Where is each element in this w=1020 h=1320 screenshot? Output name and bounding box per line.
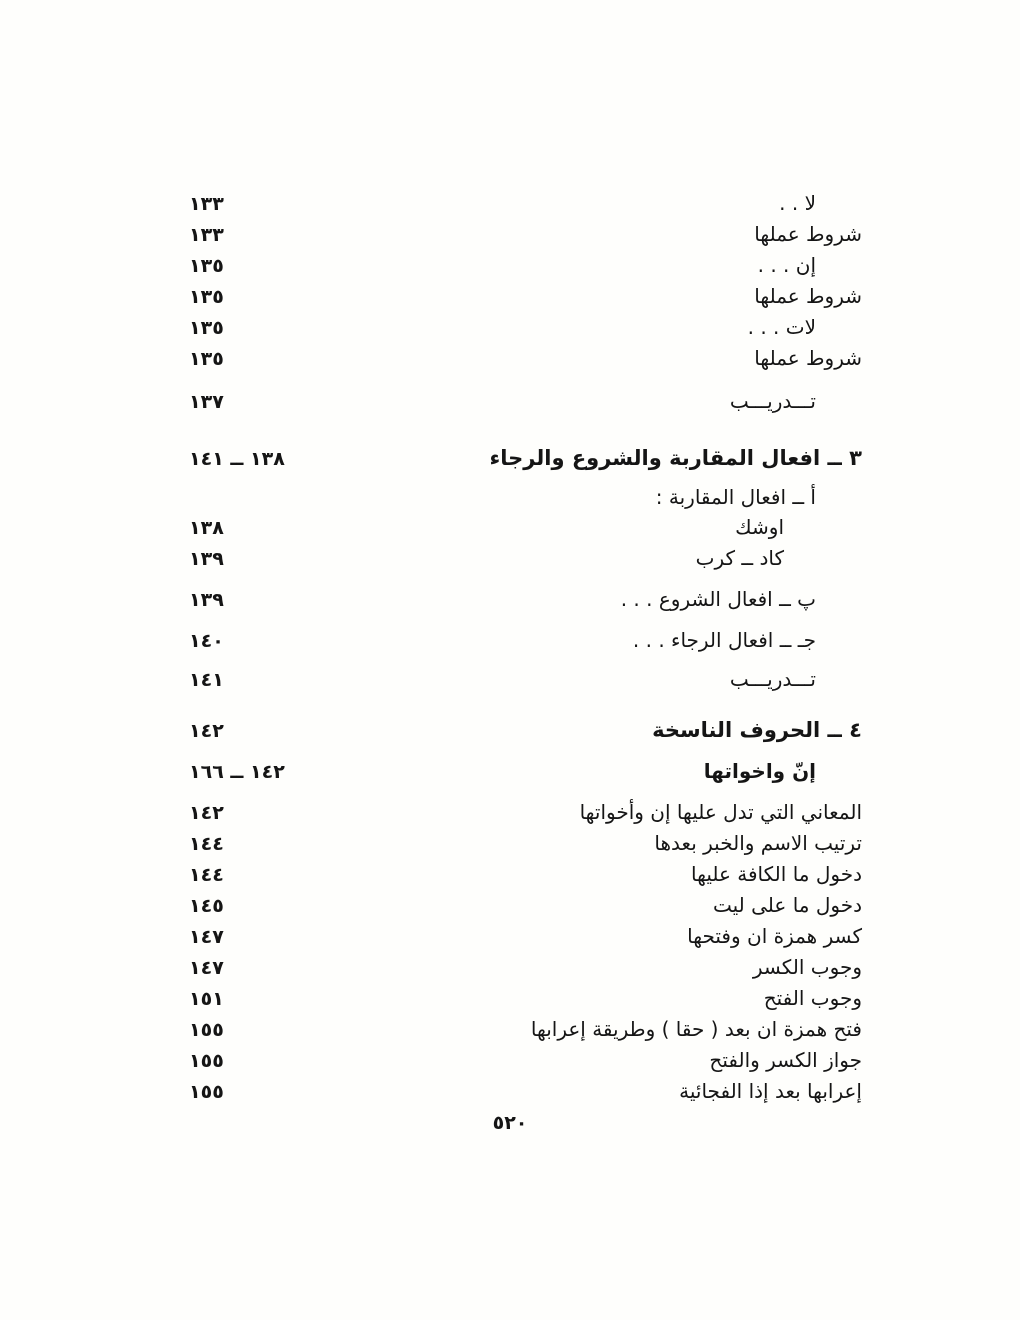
toc-row	[165, 952, 862, 983]
section-title: ٣ ــ افعال المقاربة والشروع والرجاء	[489, 446, 862, 470]
page-number: ١٥٥	[189, 1081, 224, 1103]
entry-text: شروط عملها	[754, 284, 862, 308]
toc-section-header	[165, 443, 862, 474]
toc-row	[165, 890, 862, 921]
entry-text: المعاني التي تدل عليها إن وأخواتها	[579, 800, 862, 824]
toc-section-header	[165, 715, 862, 746]
toc-row	[165, 219, 862, 250]
page-number: ١٤٤	[189, 864, 224, 886]
toc-row	[165, 625, 862, 656]
page-number: ١٣٥	[189, 317, 224, 339]
page-number: ١٤٢	[189, 720, 224, 742]
page-number: ١٣٧	[189, 391, 224, 413]
page-number: ١٤٧	[189, 926, 224, 948]
toc-row	[165, 482, 862, 512]
toc-row-exercise	[165, 664, 862, 695]
entry-text: كسر همزة ان وفتحها	[687, 924, 862, 948]
page-number: ١٣٣	[189, 193, 224, 215]
page-number: ١٤٥	[189, 895, 224, 917]
entry-text: پ ــ افعال الشروع . . .	[620, 587, 816, 611]
page-number: ١٣٥	[189, 255, 224, 277]
entry-text: فتح همزة ان بعد ( حقا ) وطريقة إعرابها	[530, 1017, 862, 1041]
page-number: ١٤٤	[189, 833, 224, 855]
entry-text: وجوب الكسر	[752, 955, 862, 979]
toc-row	[165, 281, 862, 312]
toc-subsection-header	[165, 756, 862, 787]
page-number: ١٣٩	[189, 548, 224, 570]
toc-row	[165, 1045, 862, 1076]
page-number: ١٤١	[189, 669, 224, 691]
entry-text: إن . . .	[757, 253, 816, 277]
toc-row	[165, 921, 862, 952]
entry-text: جواز الكسر والفتح	[709, 1048, 862, 1072]
toc-row	[165, 797, 862, 828]
toc-row	[165, 543, 862, 574]
toc-row	[165, 1014, 862, 1045]
entry-text: ترتيب الاسم والخبر بعدها	[654, 831, 862, 855]
entry-text: إعرابها بعد إذا الفجائية	[679, 1079, 862, 1103]
page-number: ١٣٥	[189, 348, 224, 370]
toc-row	[165, 188, 862, 219]
page-number: ١٤٢	[189, 802, 224, 824]
toc-row	[165, 250, 862, 281]
toc-row-exercise	[165, 386, 862, 417]
entry-text: تـــدريـــب	[729, 389, 816, 413]
page-range: ١٣٨ ــ ١٤١	[189, 448, 285, 470]
entry-text: أ ــ افعال المقاربة :	[655, 485, 816, 509]
toc-row	[165, 312, 862, 343]
page-number: ١٣٣	[189, 224, 224, 246]
entry-text: دخول ما الكافة عليها	[691, 862, 862, 886]
page-number: ١٥٥	[189, 1019, 224, 1041]
page-number: ١٤٧	[189, 957, 224, 979]
entry-text: وجوب الفتح	[763, 986, 862, 1010]
entry-text: لات . . .	[747, 315, 816, 339]
page-number: ١٣٩	[189, 589, 224, 611]
entry-text: تـــدريـــب	[729, 667, 816, 691]
toc-row	[165, 828, 862, 859]
page-number: ١٤٠	[189, 630, 224, 652]
section-title: ٤ ــ الحروف الناسخة	[652, 718, 862, 742]
entry-text: جـ ــ افعال الرجاء . . .	[632, 628, 816, 652]
page-number: ١٣٨	[189, 517, 224, 539]
toc-row	[165, 512, 862, 543]
footer-page-number: ٥٢٠	[492, 1112, 528, 1134]
page-number: ١٣٥	[189, 286, 224, 308]
entry-text: شروط عملها	[754, 222, 862, 246]
page-range: ١٤٢ ــ ١٦٦	[189, 761, 285, 783]
entry-text: اوشك	[735, 515, 784, 539]
page-number: ١٥١	[189, 988, 224, 1010]
toc-row	[165, 859, 862, 890]
entry-text: دخول ما على ليت	[712, 893, 862, 917]
entry-text: شروط عملها	[754, 346, 862, 370]
toc-row	[165, 343, 862, 374]
toc-row	[165, 584, 862, 615]
table-of-contents	[165, 188, 862, 1107]
subsection-title: إنّ واخواتها	[703, 759, 816, 783]
toc-row	[165, 983, 862, 1014]
toc-row	[165, 1076, 862, 1107]
entry-text: لا . .	[779, 191, 816, 215]
entry-text: كاد ــ كرب	[695, 546, 784, 570]
page-number: ١٥٥	[189, 1050, 224, 1072]
